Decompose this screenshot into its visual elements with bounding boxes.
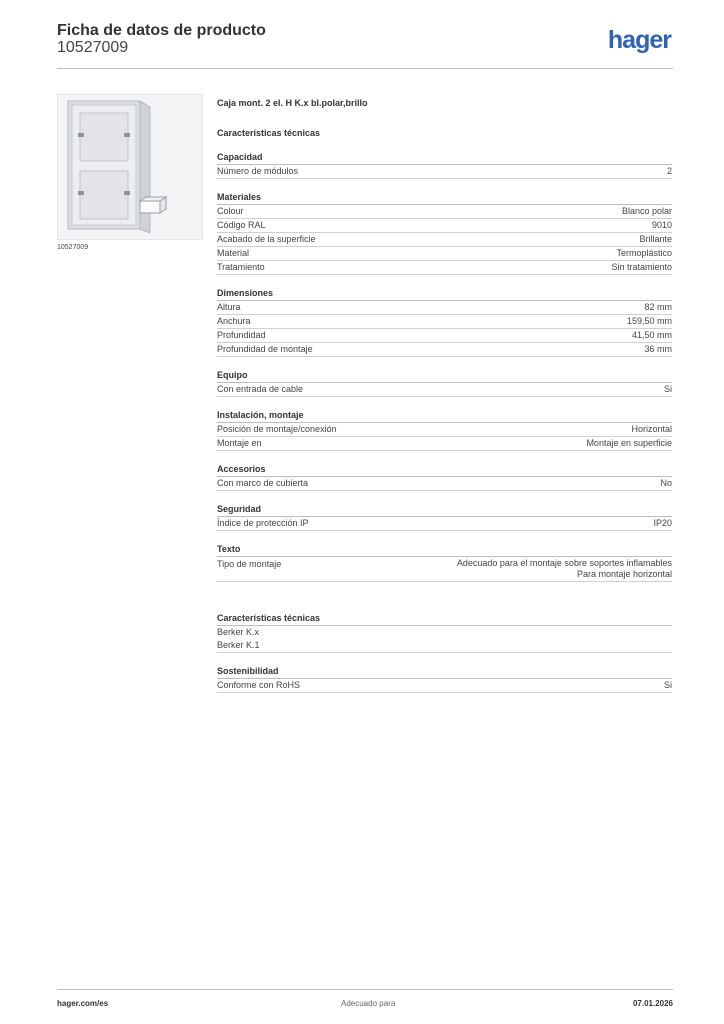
page-title: Ficha de datos de producto	[57, 22, 266, 39]
section-title: Capacidad	[217, 151, 672, 165]
spec-label: Anchura	[217, 316, 251, 326]
spec-value: Blanco polar	[621, 206, 672, 216]
spec-value: Sin tratamiento	[611, 262, 672, 272]
spec-row	[217, 301, 672, 315]
product-details	[217, 96, 672, 693]
spec-row	[217, 679, 672, 693]
spec-row	[217, 247, 672, 261]
spec-label: Altura	[217, 302, 241, 312]
product-image	[57, 94, 203, 240]
product-name: Caja mont. 2 el. H K.x bl.polar,brillo	[217, 98, 368, 108]
footer-divider	[57, 989, 673, 990]
product-number: 10527009	[57, 39, 129, 56]
spec-label: Montaje en	[217, 438, 262, 448]
spec-label: Acabado de la superficie	[217, 234, 316, 244]
spec-label: Conforme con RoHS	[217, 680, 301, 690]
section-title: Materiales	[217, 191, 672, 205]
spec-value: 9010	[651, 220, 672, 230]
section-equipo	[217, 369, 672, 397]
spec-value: 2	[666, 166, 672, 176]
spec-label: Berker K.x	[217, 627, 260, 637]
spec-value: Brillante	[639, 234, 672, 244]
section-title: Sostenibilidad	[217, 665, 672, 679]
spec-row	[217, 383, 672, 397]
spec-label: Índice de protección IP	[217, 518, 309, 528]
spec-row	[217, 423, 672, 437]
spec-label: Con marco de cubierta	[217, 478, 309, 488]
section-sostenibilidad	[217, 665, 672, 693]
page-header	[57, 20, 671, 70]
spec-row	[217, 557, 672, 582]
spec-value: IP20	[653, 518, 672, 528]
spec-value: 82 mm	[644, 302, 672, 312]
spec-row	[217, 477, 672, 491]
spec-row	[217, 261, 672, 275]
spec-value: 41,50 mm	[631, 330, 672, 340]
spec-value: Si	[663, 680, 672, 690]
spec-row	[217, 329, 672, 343]
spec-label: Profundidad de montaje	[217, 344, 313, 354]
section-seguridad	[217, 503, 672, 531]
spec-row	[217, 205, 672, 219]
spec-row	[217, 626, 672, 639]
spec-value: No	[660, 478, 672, 488]
spec-value-line: Adecuado para el montaje sobre soportes inflamables	[456, 558, 672, 568]
section-instalacion	[217, 409, 672, 451]
spec-label: Tratamiento	[217, 262, 265, 272]
section-title: Equipo	[217, 369, 672, 383]
spec-row	[217, 639, 672, 653]
spec-row	[217, 437, 672, 451]
section-title: Dimensiones	[217, 287, 672, 301]
section-title: Características técnicas	[217, 612, 672, 626]
section-title: Seguridad	[217, 503, 672, 517]
spec-row	[217, 233, 672, 247]
header-divider	[57, 68, 673, 69]
spec-row	[217, 165, 672, 179]
spec-value-line: Para montaje horizontal	[576, 569, 672, 579]
tech-heading: Características técnicas	[217, 128, 321, 138]
spec-label: Código RAL	[217, 220, 266, 230]
section-title: Accesorios	[217, 463, 672, 477]
section-title: Instalación, montaje	[217, 409, 672, 423]
footer-website-link[interactable]: hager.com/es	[57, 999, 109, 1008]
section-capacidad	[217, 151, 672, 179]
spec-value: Si	[663, 384, 672, 394]
section-accesorios	[217, 463, 672, 491]
spec-value: 36 mm	[644, 344, 672, 354]
spec-row	[217, 343, 672, 357]
logo-text: hager	[607, 26, 671, 54]
section-dimensiones	[217, 287, 672, 357]
spec-row	[217, 517, 672, 531]
product-box-illustration	[58, 95, 202, 239]
footer-date: 07.01.2026	[632, 999, 673, 1008]
section-caracteristicas-tecnicas	[217, 612, 672, 653]
spec-value: Horizontal	[631, 424, 672, 434]
spec-row	[217, 219, 672, 233]
footer-center-text: Adecuado para	[341, 999, 396, 1008]
hager-logo	[608, 26, 671, 54]
spec-value	[457, 558, 672, 580]
section-texto	[217, 543, 672, 582]
section-materiales	[217, 191, 672, 275]
section-title: Texto	[217, 543, 672, 557]
spec-value: Montaje en superficie	[586, 438, 672, 448]
spec-label: Tipo de montaje	[217, 559, 282, 569]
spec-value: Termoplástico	[616, 248, 672, 258]
spec-value: 159,50 mm	[626, 316, 672, 326]
spec-label: Con entrada de cable	[217, 384, 304, 394]
spec-label: Posición de montaje/conexión	[217, 424, 337, 434]
page-footer	[57, 989, 671, 1013]
spec-label: Colour	[217, 206, 244, 216]
spec-label: Material	[217, 248, 250, 258]
spec-label: Profundidad	[217, 330, 266, 340]
image-caption: 10527009	[57, 244, 89, 251]
spec-label: Berker K.1	[217, 640, 260, 650]
spec-row	[217, 315, 672, 329]
spec-label: Número de módulos	[217, 166, 299, 176]
